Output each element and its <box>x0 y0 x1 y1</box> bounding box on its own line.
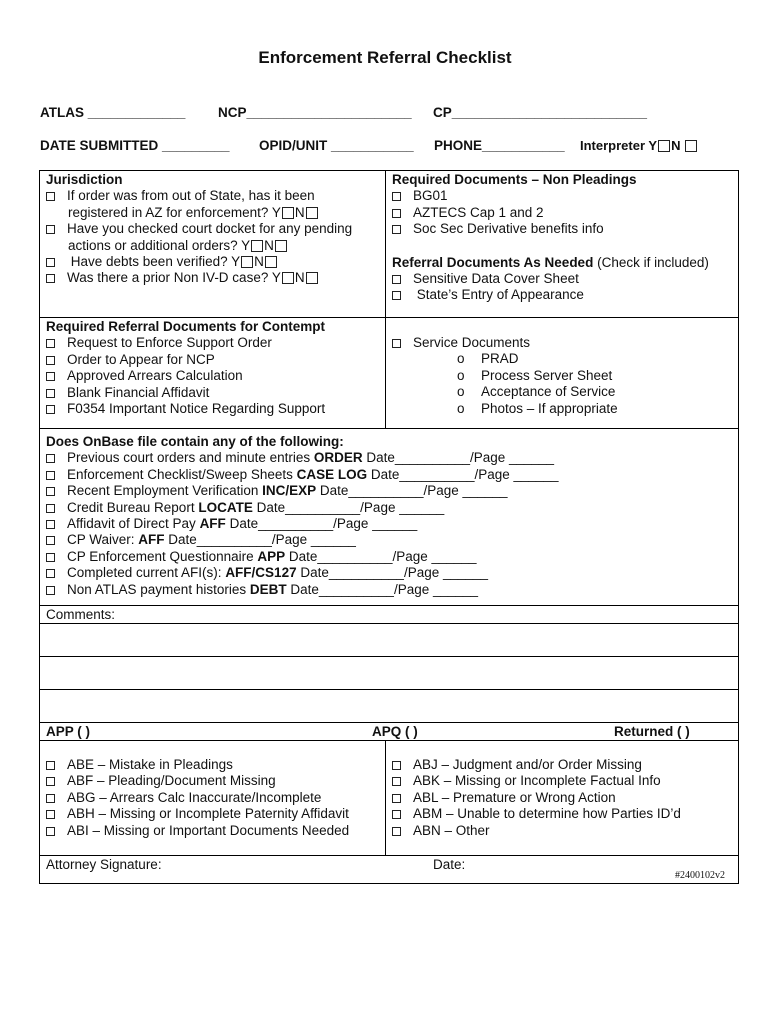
table-right-border <box>738 170 739 883</box>
q1-no-checkbox[interactable] <box>306 207 318 219</box>
list-item: Credit Bureau Report LOCATE Date__________/Page ______ <box>46 500 559 516</box>
q2-yes-checkbox[interactable] <box>251 240 263 252</box>
list-item: ABE – Mistake in Pleadings <box>46 757 349 773</box>
checkbox[interactable] <box>46 339 55 348</box>
list-item: o Process Server Sheet <box>457 367 613 383</box>
interpreter-row <box>580 138 698 153</box>
attorney-signature-label: Attorney Signature: <box>46 857 162 872</box>
jurisdiction-q1: If order was from out of State, has it been <box>46 188 352 204</box>
returned-label: Returned ( ) <box>614 724 690 739</box>
checkbox[interactable] <box>392 339 401 348</box>
list-item: Non ATLAS payment histories DEBT Date__________/Page ______ <box>46 582 559 598</box>
list-item: Approved Arrears Calculation <box>46 368 325 384</box>
onbase-section <box>46 434 559 598</box>
list-item: ABM – Unable to determine how Parties ID’d <box>392 806 681 822</box>
checkbox[interactable] <box>46 777 55 786</box>
row-divider-4 <box>39 722 738 723</box>
list-item: ABN – Other <box>392 823 681 839</box>
checkbox[interactable] <box>46 553 55 562</box>
checkbox[interactable] <box>46 810 55 819</box>
checkbox[interactable] <box>392 827 401 836</box>
q3-no-checkbox[interactable] <box>265 256 277 268</box>
checkbox[interactable] <box>46 225 55 234</box>
interpreter-no-checkbox[interactable] <box>685 140 697 152</box>
list-item: Completed current AFI(s): AFF/CS127 Date__________/Page ______ <box>46 565 559 581</box>
checkbox[interactable] <box>46 389 55 398</box>
interpreter-label: Interpreter Y <box>580 138 658 153</box>
row-divider-2 <box>39 428 738 429</box>
q4-yes-checkbox[interactable] <box>282 272 294 284</box>
checkbox[interactable] <box>46 258 55 267</box>
checkbox[interactable] <box>46 356 55 365</box>
list-item: CP Enforcement Questionnaire APP Date__________/Page ______ <box>46 549 559 565</box>
interpreter-n-label: N <box>671 138 681 153</box>
list-item: ABH – Missing or Incomplete Paternity Affidavit <box>46 806 349 822</box>
service-section <box>392 335 618 417</box>
q3-yes-checkbox[interactable] <box>241 256 253 268</box>
date-label: Date: <box>433 857 466 872</box>
row-divider-3 <box>39 605 738 606</box>
jurisdiction-title: Jurisdiction <box>46 172 123 187</box>
list-item: ABJ – Judgment and/or Order Missing <box>392 757 681 773</box>
list-item: Previous court orders and minute entries ORDER Date__________/Page ______ <box>46 450 559 466</box>
list-item: ABF – Pleading/Document Missing <box>46 773 349 789</box>
list-item: Blank Financial Affidavit <box>46 385 325 401</box>
jurisdiction-q1-cont: registered in AZ for enforcement? Y N <box>46 205 352 221</box>
page-title: Enforcement Referral Checklist <box>258 48 512 67</box>
apq-label: APQ ( ) <box>372 724 418 739</box>
checkbox[interactable] <box>46 520 55 529</box>
checkbox[interactable] <box>392 794 401 803</box>
non-pleadings-section <box>392 172 709 304</box>
checkbox[interactable] <box>46 372 55 381</box>
checkbox[interactable] <box>46 569 55 578</box>
list-item: Order to Appear for NCP <box>46 352 325 368</box>
list-item: Enforcement Checklist/Sweep Sheets CASE LOG Date__________/Page ______ <box>46 467 559 483</box>
q2-no-checkbox[interactable] <box>275 240 287 252</box>
checkbox[interactable] <box>46 405 55 414</box>
list-item: Soc Sec Derivative benefits info <box>392 221 709 237</box>
list-item: Sensitive Data Cover Sheet <box>392 271 709 287</box>
table-bottom-border <box>39 883 739 884</box>
cp-field[interactable]: CP__________________________ <box>433 105 647 120</box>
checkbox[interactable] <box>46 536 55 545</box>
onbase-title: Does OnBase file contain any of the following: <box>46 434 344 449</box>
checkbox[interactable] <box>46 761 55 770</box>
list-item: o PRAD <box>457 351 519 367</box>
checkbox[interactable] <box>46 471 55 480</box>
contempt-section <box>46 319 325 417</box>
upper-column-divider <box>385 170 386 428</box>
comments-label: Comments: <box>46 607 116 622</box>
checkbox[interactable] <box>46 454 55 463</box>
atlas-field[interactable]: ATLAS _____________ <box>40 105 186 120</box>
checkbox[interactable] <box>46 487 55 496</box>
list-item: CP Waiver: AFF Date__________/Page ______ <box>46 532 559 548</box>
table-left-border <box>39 170 40 883</box>
checkbox[interactable] <box>46 586 55 595</box>
checkbox[interactable] <box>392 777 401 786</box>
phone-field[interactable]: PHONE___________ <box>434 138 565 153</box>
interpreter-yes-checkbox[interactable] <box>658 140 670 152</box>
checkbox[interactable] <box>46 504 55 513</box>
list-item: o Photos – If appropriate <box>457 400 618 416</box>
list-item: o Acceptance of Service <box>457 384 616 400</box>
jurisdiction-section <box>46 172 352 287</box>
reasons-left <box>46 757 349 839</box>
jurisdiction-q3: Have debts been verified? Y N <box>46 254 352 270</box>
list-item: State’s Entry of Appearance <box>392 287 709 303</box>
checkbox[interactable] <box>392 291 401 300</box>
reasons-right <box>392 757 681 839</box>
list-item: ABK – Missing or Incomplete Factual Info <box>392 773 681 789</box>
list-item: BG01 <box>392 188 709 204</box>
list-item: F0354 Important Notice Regarding Support <box>46 401 325 417</box>
service-docs-item: Service Documents <box>392 335 618 351</box>
opid-unit-field[interactable]: OPID/UNIT ___________ <box>259 138 414 153</box>
form-number: #2400102v2 <box>675 870 725 881</box>
q1-yes-checkbox[interactable] <box>282 207 294 219</box>
contempt-title: Required Referral Documents for Contempt <box>46 319 326 334</box>
q4-no-checkbox[interactable] <box>306 272 318 284</box>
list-item: AZTECS Cap 1 and 2 <box>392 205 709 221</box>
list-item: Request to Enforce Support Order <box>46 335 325 351</box>
list-item: Affidavit of Direct Pay AFF Date__________/Page ______ <box>46 516 559 532</box>
checkbox[interactable] <box>46 794 55 803</box>
list-item: ABG – Arrears Calc Inaccurate/Incomplete <box>46 790 349 806</box>
row-divider-6 <box>39 855 738 856</box>
checkbox[interactable] <box>392 192 401 201</box>
list-item: Recent Employment Verification INC/EXP Date__________/Page ______ <box>46 483 559 499</box>
comments-area[interactable] <box>40 624 738 722</box>
checkbox[interactable] <box>46 192 55 201</box>
jurisdiction-q4: Was there a prior Non IV-D case? Y N <box>46 270 352 286</box>
ncp-field[interactable]: NCP______________________ <box>218 105 412 120</box>
checkbox[interactable] <box>46 827 55 836</box>
checkbox[interactable] <box>392 810 401 819</box>
date-submitted-field[interactable]: DATE SUBMITTED _________ <box>40 138 230 153</box>
non-pleadings-title: Required Documents – Non Pleadings <box>392 172 637 187</box>
row-divider-5 <box>39 740 738 741</box>
app-label: APP ( ) <box>46 724 91 739</box>
list-item: ABL – Premature or Wrong Action <box>392 790 681 806</box>
table-top-border <box>39 170 738 171</box>
checkbox[interactable] <box>392 761 401 770</box>
checkbox[interactable] <box>392 209 401 218</box>
as-needed-title-row: Referral Documents As Needed (Check if included) <box>392 254 709 270</box>
row-divider-1 <box>39 317 738 318</box>
lower-column-divider <box>385 740 386 855</box>
list-item: ABI – Missing or Important Documents Needed <box>46 823 349 839</box>
checkbox[interactable] <box>46 274 55 283</box>
jurisdiction-q2-cont: actions or additional orders? Y N <box>46 238 352 254</box>
checkbox[interactable] <box>392 225 401 234</box>
checkbox[interactable] <box>392 275 401 284</box>
jurisdiction-q2: Have you checked court docket for any pending <box>46 221 352 237</box>
